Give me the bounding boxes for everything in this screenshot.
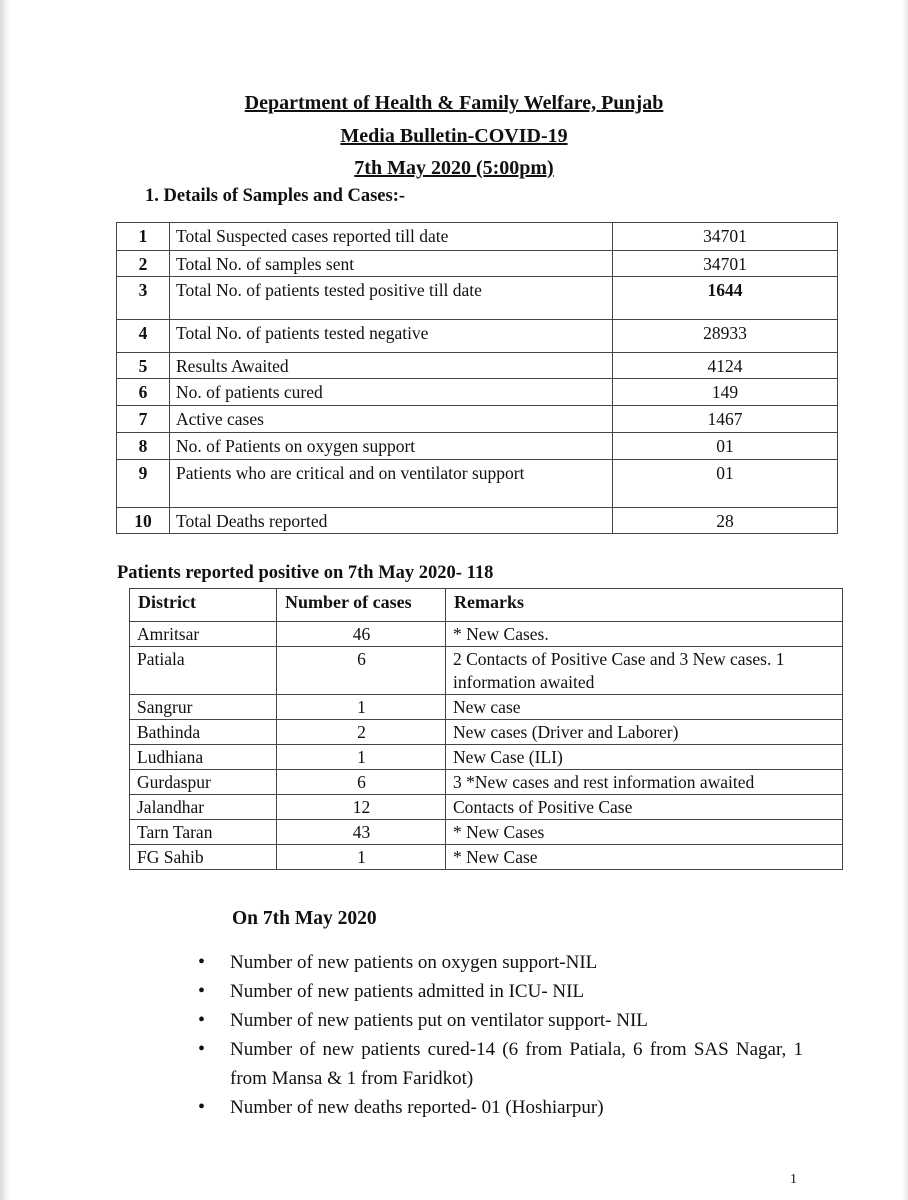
table-row <box>117 433 838 460</box>
cell-cases: 1 <box>277 695 446 720</box>
row-number: 6 <box>117 379 170 406</box>
section2-heading: Patients reported positive on 7th May 2020- 118 <box>117 563 494 583</box>
cell-district: Sangrur <box>130 695 277 720</box>
section1-heading: 1. Details of Samples and Cases:- <box>145 186 406 206</box>
cell-remarks: New cases (Driver and Laborer) <box>446 720 843 745</box>
row-label: No. of Patients on oxygen support <box>170 433 613 460</box>
row-value: 34701 <box>613 251 838 277</box>
row-label: Total No. of samples sent <box>170 251 613 277</box>
bullet-icon: • <box>198 951 206 973</box>
list-item-text: Number of new patients on oxygen support-NIL <box>230 952 598 973</box>
row-number: 2 <box>117 251 170 277</box>
cell-remarks: 2 Contacts of Positive Case and 3 New cases. 1 information awaited <box>446 647 843 695</box>
table-row <box>117 277 838 320</box>
table-row <box>130 647 843 695</box>
table-row <box>130 770 843 795</box>
row-value: 34701 <box>613 223 838 251</box>
row-value: 28 <box>613 508 838 534</box>
column-header-cases: Number of cases <box>277 589 446 622</box>
table-row <box>130 622 843 647</box>
row-number: 4 <box>117 320 170 353</box>
cell-district: Amritsar <box>130 622 277 647</box>
cell-cases: 6 <box>277 770 446 795</box>
row-value: 01 <box>613 460 838 508</box>
cell-district: FG Sahib <box>130 845 277 870</box>
table-row <box>117 353 838 379</box>
table-row <box>130 845 843 870</box>
table-row <box>117 508 838 534</box>
table-header-row <box>130 589 843 622</box>
bullet-icon: • <box>198 1096 206 1118</box>
table-row <box>117 379 838 406</box>
row-label: Total Deaths reported <box>170 508 613 534</box>
header-date: 7th May 2020 (5:00pm) <box>354 157 554 179</box>
cell-remarks: New case <box>446 695 843 720</box>
cell-district: Tarn Taran <box>130 820 277 845</box>
daily-summary-list <box>198 948 803 1122</box>
list-item <box>198 1006 803 1035</box>
table-row <box>130 695 843 720</box>
list-item-text: Number of new patients cured-14 (6 from Patiala, 6 from SAS Nagar, 1 from Mansa & 1 from Faridkot) <box>230 1039 803 1089</box>
row-label: Total Suspected cases reported till date <box>170 223 613 251</box>
cell-district: Patiala <box>130 647 277 695</box>
row-value: 149 <box>613 379 838 406</box>
bullet-icon: • <box>198 1038 206 1060</box>
section3-heading: On 7th May 2020 <box>232 908 377 929</box>
header-department: Department of Health & Family Welfare, Punjab <box>244 92 664 114</box>
cell-cases: 12 <box>277 795 446 820</box>
row-number: 7 <box>117 406 170 433</box>
row-value: 28933 <box>613 320 838 353</box>
row-value: 1644 <box>613 277 838 320</box>
table-row <box>117 320 838 353</box>
row-label: Total No. of patients tested positive till date <box>170 277 613 320</box>
cell-cases: 2 <box>277 720 446 745</box>
row-label: Total No. of patients tested negative <box>170 320 613 353</box>
cell-remarks: * New Cases <box>446 820 843 845</box>
header-bulletin: Media Bulletin-COVID-19 <box>340 125 568 147</box>
list-item <box>198 1093 803 1122</box>
table-row <box>130 820 843 845</box>
cell-remarks: * New Case <box>446 845 843 870</box>
table-row <box>130 720 843 745</box>
cell-cases: 1 <box>277 745 446 770</box>
table-row <box>130 795 843 820</box>
cell-cases: 1 <box>277 845 446 870</box>
table-row <box>117 251 838 277</box>
row-value: 1467 <box>613 406 838 433</box>
list-item-text: Number of new deaths reported- 01 (Hoshiarpur) <box>230 1097 604 1118</box>
cell-cases: 43 <box>277 820 446 845</box>
row-number: 10 <box>117 508 170 534</box>
table-row <box>130 745 843 770</box>
cell-district: Jalandhar <box>130 795 277 820</box>
cell-cases: 6 <box>277 647 446 695</box>
column-header-remarks: Remarks <box>446 589 843 622</box>
list-item <box>198 948 803 977</box>
bullet-icon: • <box>198 980 206 1002</box>
samples-cases-table <box>116 222 838 534</box>
row-label: Patients who are critical and on ventilator support <box>170 460 613 508</box>
cell-district: Gurdaspur <box>130 770 277 795</box>
column-header-district: District <box>130 589 277 622</box>
cell-district: Ludhiana <box>130 745 277 770</box>
row-label: No. of patients cured <box>170 379 613 406</box>
cell-cases: 46 <box>277 622 446 647</box>
row-label: Active cases <box>170 406 613 433</box>
list-item-text: Number of new patients put on ventilator support- NIL <box>230 1010 648 1031</box>
list-item-text: Number of new patients admitted in ICU- NIL <box>230 981 585 1002</box>
row-value: 01 <box>613 433 838 460</box>
row-number: 9 <box>117 460 170 508</box>
table-row <box>117 223 838 251</box>
cell-remarks: * New Cases. <box>446 622 843 647</box>
list-item <box>198 1035 803 1093</box>
cell-remarks: 3 *New cases and rest information awaited <box>446 770 843 795</box>
page-number: 1 <box>790 1172 797 1187</box>
table-row <box>117 460 838 508</box>
list-item <box>198 977 803 1006</box>
table-row <box>117 406 838 433</box>
district-cases-table <box>129 588 843 870</box>
row-number: 5 <box>117 353 170 379</box>
row-number: 1 <box>117 223 170 251</box>
bullet-icon: • <box>198 1009 206 1031</box>
cell-remarks: New Case (ILI) <box>446 745 843 770</box>
cell-remarks: Contacts of Positive Case <box>446 795 843 820</box>
cell-district: Bathinda <box>130 720 277 745</box>
row-value: 4124 <box>613 353 838 379</box>
row-label: Results Awaited <box>170 353 613 379</box>
row-number: 3 <box>117 277 170 320</box>
row-number: 8 <box>117 433 170 460</box>
